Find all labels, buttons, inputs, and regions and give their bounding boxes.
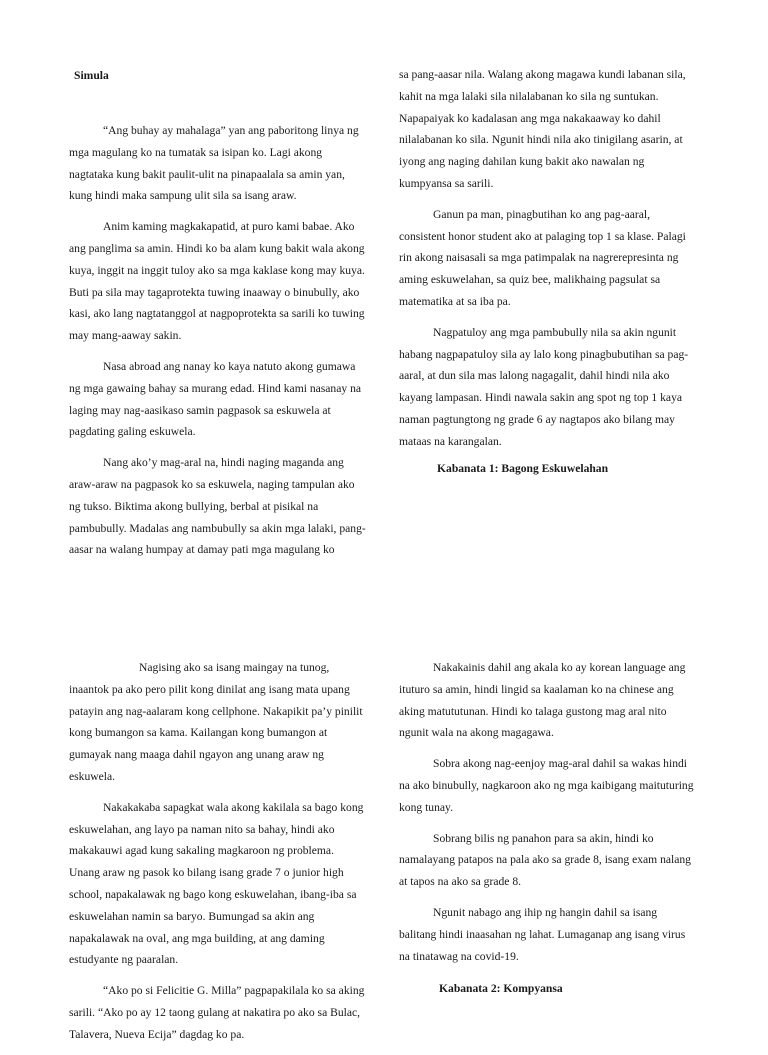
paragraph: Sobrang bilis ng panahon para sa akin, hindi ko namalayang patapos na pala ako sa grade 8, isang exam nalang at tapos na ako sa grade 8.: [399, 831, 691, 889]
paragraph: “Ang buhay ay mahalaga” yan ang paboritong linya ng mga magulang ko na tumatak sa isipan ko. Lagi akong nagtataka kung bakit paulit-ulit na pinapaalala sa amin yan, kung hindi maka sampung ulit sila sa isang araw.: [69, 124, 359, 203]
page2-right-column: [399, 657, 697, 976]
paragraph: Nakakainis dahil ang akala ko ay korean language ang ituturo sa amin, hindi lingid sa kaalaman ko na chinese ang aking matututunan. Hindi ko talaga gustong mag aral nito ngunit wala na akong magagawa.: [399, 661, 686, 740]
page1-right-column: [399, 64, 697, 462]
paragraph: Nakakakaba sapagkat wala akong kakilala sa bago kong eskuwelahan, ang layo pa naman nito sa bahay, hindi ako makakauwi agad kung sakaling magkaroon ng problema. Unang araw ng pasok ko bilang isang grade 7 o junior high school, napakalawak ng bago kong eskuwelahan, ibang-iba sa eskuwelahan namin sa baryo. Bumungad sa akin ang napakalawak na oval, ang mga building, at ang daming estudyante ng paaralan.: [69, 800, 364, 967]
heading-kabanata-1: Kabanata 1: Bagong Eskuwelahan: [437, 462, 609, 475]
paragraph: Anim kaming magkakapatid, at puro kami babae. Ako ang panglima sa amin. Hindi ko ba alam kung bakit wala akong kuya, inggit na inggit tuloy ako sa mga kaklase kong may kuya. Buti pa sila may tagaprotekta tuwing inaaway o binubully, ako kasi, ako lang nagtatanggol at nagpoprotekta sa sarili ko tuwing may mang-aaway sakin.: [69, 220, 365, 343]
page2-left-column: [69, 657, 367, 1055]
paragraph: Nasa abroad ang nanay ko kaya natuto akong gumawa ng mga gawaing bahay sa murang edad. Hind kami nasanay na laging may nag-aasikaso samin pagpasok sa eskuwela at pagdating galing eskuwela.: [69, 359, 362, 439]
paragraph: Ngunit nabago ang ihip ng hangin dahil sa isang balitang hindi inaasahan ng lahat. Lumaganap ang isang virus na tinatawag na covid-19.: [399, 905, 686, 963]
paragraph: Nagpatuloy ang mga pambubully nila sa akin ngunit habang nagpapatuloy sila ay lalo kong pinagbubutihan sa pag-aaral, at dun sila mas lalong nagagalit, dahil hindi nila ako kayang lampasan. Hindi nawala sakin ang spot ng top 1 kaya naman pagtungtong ng grade 6 ay nagtapos ako bilang may mataas na karangalan.: [399, 325, 689, 448]
paragraph: Nang ako’y mag-aral na, hindi naging maganda ang araw-araw na pagpasok ko sa eskuwela, naging tampulan ako ng tukso. Biktima akong bullying, berbal at pisikal na pambubully. Madalas ang nambubully sa akin mga lalaki, pang-aasar na walang humpay at damay pati mga magulang ko: [69, 456, 366, 557]
page1-left-column: [69, 120, 367, 570]
heading-kabanata-2: Kabanata 2: Kompyansa: [439, 982, 563, 995]
heading-simula: Simula: [74, 69, 109, 82]
paragraph: Sobra akong nag-eenjoy mag-aral dahil sa wakas hindi na ako binubully, nagkaroon ako ng mga kaibigang maituturing kong tunay.: [399, 757, 694, 814]
paragraph: Nagising ako sa isang maingay na tunog, inaantok pa ako pero pilit kong dinilat ang isang mata upang patayin ang nag-aalaram kong cellphone. Nakapikit pa’y pinilit kong bumangon sa kama. Kailangan kong bumangon at gumayak nang maaga dahil ngayon ang unang araw ng eskuwela.: [69, 661, 363, 783]
paragraph: “Ako po si Felicitie G. Milla” pagpapakilala ko sa aking sarili. “Ako po ay 12 taong gulang at nakatira po ako sa Bulac, Talavera, Nueva Ecija” dagdag ko pa.: [69, 984, 365, 1041]
paragraph: sa pang-aasar nila. Walang akong magawa kundi labanan sila, kahit na mga lalaki sila nilalabanan ko sila ng suntukan. Napapaiyak ko kadalasan ang mga nakakaaway ko dahil nilalabanan ko sila. Ngunit hindi nila ako tinigilang asarin, at iyong ang naging dahilan kung bakit ako nawalan ng kumpyansa sa sarili.: [399, 68, 686, 190]
paragraph: Ganun pa man, pinagbutihan ko ang pag-aaral, consistent honor student ako at palaging top 1 sa klase. Palagi rin akong naisasali sa mga patimpalak na nagrerepresinta ng aming eskuwelahan, sa quiz bee, malikhaing pagsulat sa matematika at sa iba pa.: [399, 207, 686, 308]
